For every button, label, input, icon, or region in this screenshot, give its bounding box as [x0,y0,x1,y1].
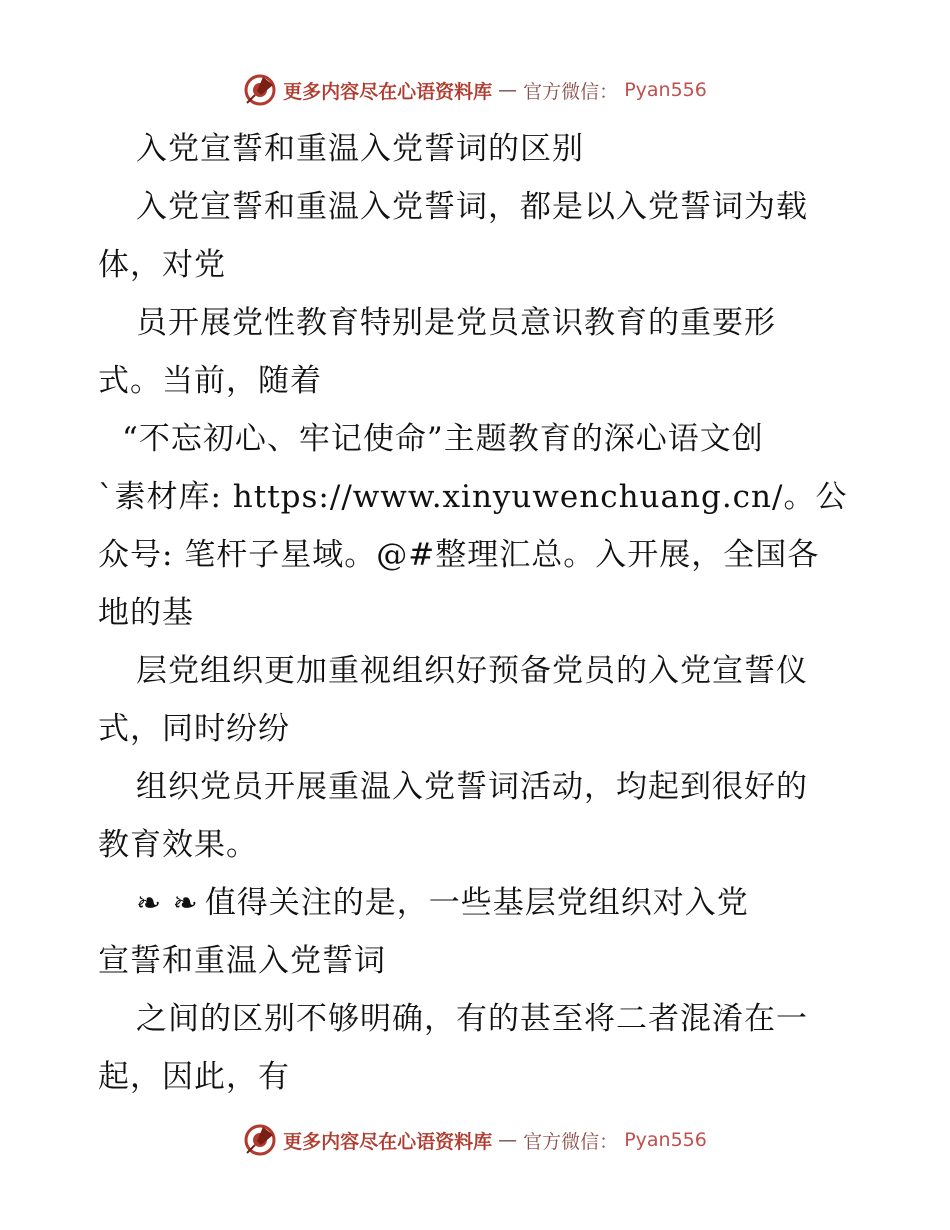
banner-brand: 更多内容尽在心语资料库 [283,80,493,103]
floral-ornament-icon: ❧ ❧ [136,886,199,921]
paragraph-line: 起，因此，有 [98,1059,290,1095]
document-title: 入党宣誓和重温入党誓词的区别 [136,131,584,167]
paragraph-line: 入党宣誓和重温入党誓词，都是以入党誓词为载 [136,189,808,225]
header-banner [0,70,950,110]
paragraph-line: 员开展党性教育特别是党员意识教育的重要形 [136,305,776,341]
paragraph-line: 式。当前，随着 [98,363,322,399]
paragraph-line: 教育效果。 [98,827,258,863]
paragraph-line: 层党组织更加重视组织好预备党员的入党宣誓仪 [136,653,808,689]
paragraph-line: 地的基 [98,595,194,631]
paragraph-line: `素材库: https://www.xinyuwenchuang.cn/。公 [98,479,848,515]
banner-dash: — [498,79,518,101]
paragraph-line: 宣誓和重温入党誓词 [98,943,386,979]
paragraph-line: 组织党员开展重温入党誓词活动，均起到很好的 [136,769,808,805]
footer-banner [0,1120,950,1160]
paragraph-text: 值得关注的是，一些基层党组织对入党 [204,885,749,921]
banner-dash: — [498,1129,518,1151]
banner-wechat-account: Pyan556 [624,79,707,101]
banner-brand: 更多内容尽在心语资料库 [283,1130,493,1153]
paragraph-line: 之间的区别不够明确，有的甚至将二者混淆在一 [136,1001,808,1037]
pen-logo-icon [243,73,277,107]
banner-wechat-label: 官方微信： [523,1130,619,1153]
banner-wechat-label: 官方微信： [523,80,619,103]
document-body [98,120,858,1106]
paragraph-line: 式，同时纷纷 [98,711,290,747]
pen-logo-icon [243,1123,277,1157]
paragraph-line-decorated [98,874,858,932]
paragraph-line: “不忘初心、牢记使命”主题教育的深心语文创 [122,421,764,457]
paragraph-line: 众号: 笔杆子星域。@#整理汇总。入开展，全国各 [98,537,820,573]
banner-wechat-account: Pyan556 [624,1129,707,1151]
paragraph-line: 体，对党 [98,247,226,283]
